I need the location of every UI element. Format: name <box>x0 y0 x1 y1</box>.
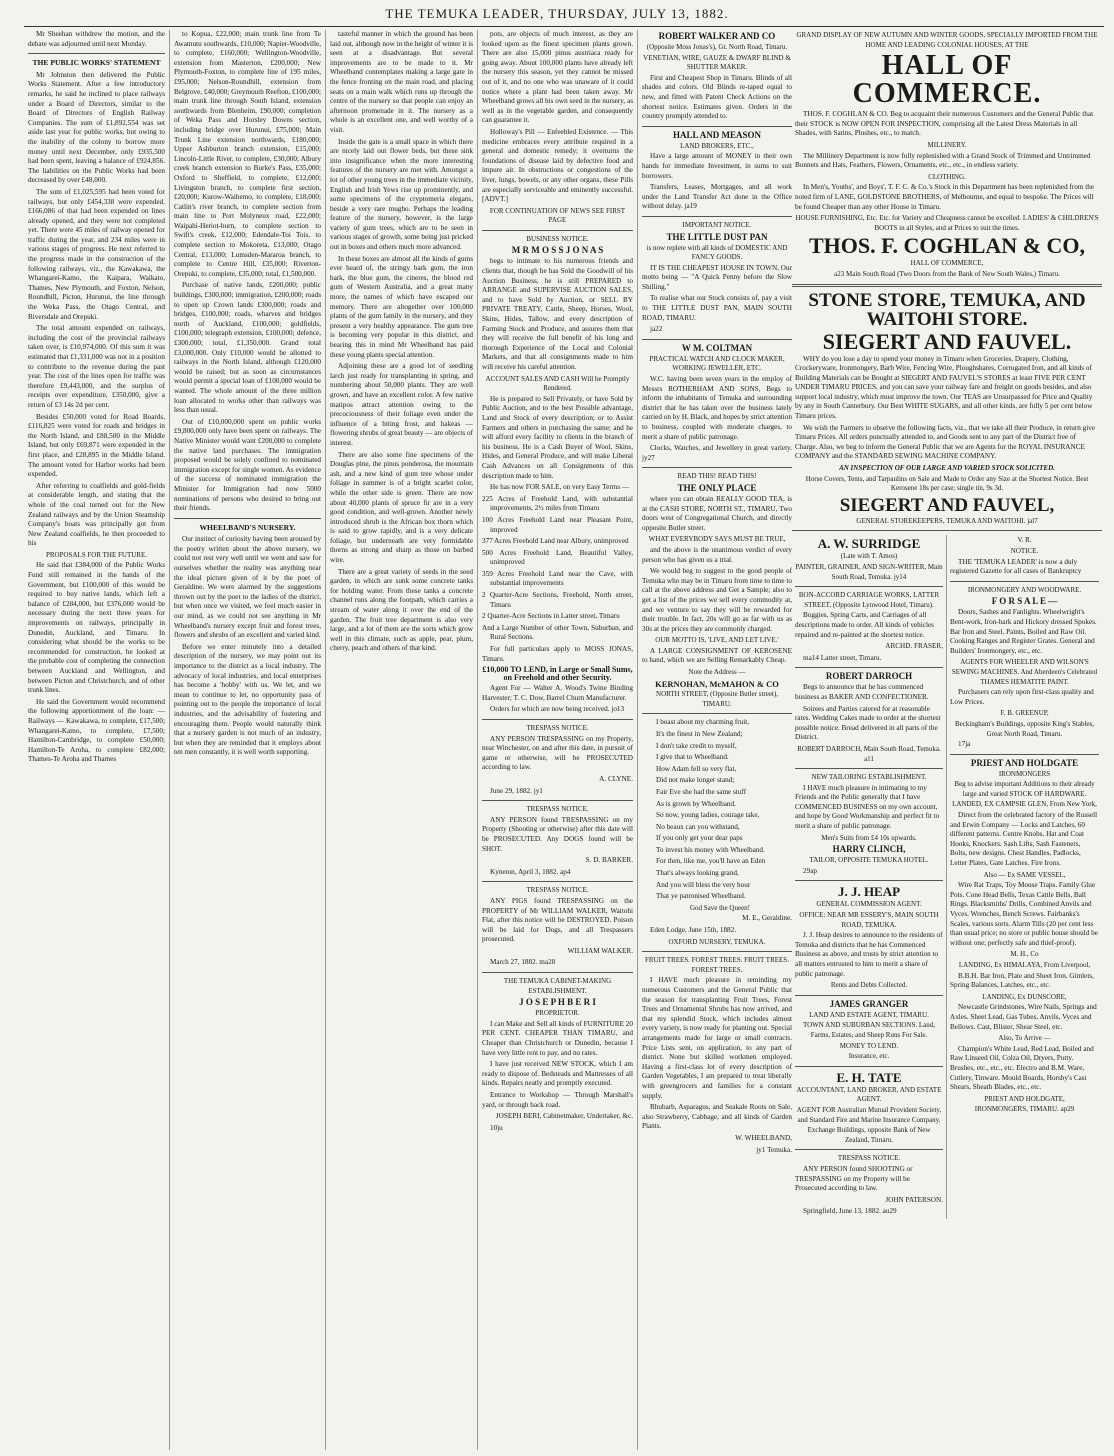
siegert-fauvel-ad <box>792 291 1102 527</box>
surridge-text: PAINTER, GRAINER, AND SIGN-WRITER, Main South Road, Temuka. jy14 <box>795 563 943 581</box>
dust-pan-text: To realise what our Stock consists of, pay a visit to THE LITTLE DUST PAN, MAIN SOUTH ROAD, TIMARU. <box>642 294 792 322</box>
granger-sub: LAND AND ESTATE AGENT, TIMARU. <box>809 1010 929 1019</box>
orders-line: Orders for which are now being received. jo13 <box>490 705 625 714</box>
signature: A. CLYNE. <box>599 774 633 783</box>
siegert-title: SIEGERT AND FAUVEL. <box>822 328 1072 354</box>
moss-jonas-title: M R M O S S J O N A S <box>511 245 604 256</box>
lend-notice: £10,000 TO LEND, in Large or Small Sums, on Freehold and other Security. <box>482 665 633 683</box>
list-item: 359 Acres Freehold Land near the Cave, with substantial improvements <box>482 569 633 588</box>
beri-subtitle: PROPRIETOR. <box>535 1009 580 1018</box>
date-line: Kyneton, April 3, 1882. ap4 <box>490 867 571 876</box>
surridge-title: A. W. SURRIDGE <box>817 536 921 552</box>
signature: W. WHEELBAND, <box>735 1133 792 1142</box>
advertisement-block <box>792 30 1102 1450</box>
important-notice: IMPORTANT NOTICE. <box>682 220 752 229</box>
divider <box>795 768 943 769</box>
divider <box>950 754 1099 755</box>
notice-heading: NOTICE. <box>1010 547 1039 555</box>
siegert-text: We wish the Farmers to observe the following facts, viz., that we take all their Produce, in return give Timaru Prices. All orders punctually attended to, and Goods sent to any part of the District free of Charge. Also, we beg to inform the General Public that we are Agents for the ROYAL INSURANCE COMPANY and the STANDARD SEWING MACHINE COMPANY. <box>795 423 1096 461</box>
divider <box>482 719 633 720</box>
what-text: We would beg to suggest to the good people of Temuka who may be in Timaru from time to time to call at the above address and Get a Sample; also to get a list of the prices we sell every commodity at, and we venture to say they will be rewarded for their trouble. In fact, 20s will go as far with us as 30s at the prices they are commonly charged. <box>642 567 792 633</box>
also-text: Wire Rat Traps, Toy Mouse Traps. Family Glue Pots. Cone Head Bells, Texas Cattle Bells, Ball Rings. Blacksmiths' Drills, Combined Anvils and Vyces. Wrenches, Bench Screws. Fairbanks's Scales, various sorts. Alarm Tills (20 per cent less than usual price; no store or public house should be without one; perfectly safe and thief-proof). <box>950 881 1098 947</box>
surridge-sub: (Late with T. Amos) <box>840 552 898 561</box>
hall-meason-text: Transfers, Leases, Mortgages, and all work under the Land Transfer Act done in the Office without delay. ja19 <box>642 183 792 211</box>
poem-line: No beaux can you withstand, <box>656 822 740 831</box>
signature: ARCHD. FRASER, <box>885 642 943 651</box>
land-list <box>482 495 633 643</box>
continuation-note: FOR CONTINUATION OF NEWS SEE FIRST PAGE <box>489 206 626 225</box>
what-everybody: WHAT EVERYBODY SAYS MUST BE TRUE, <box>648 535 786 544</box>
divider <box>482 881 633 882</box>
fruit-trees-heading: FRUIT TREES. FOREST TREES. FRUIT TREES. FOREST TREES. <box>645 956 789 974</box>
divider <box>795 880 943 881</box>
trespass-text: ANY PERSON TRESPASSING on my Property, near Winchester, on and after this date, in pursuit of game or otherwise, will be PROSECUTED according to law. <box>482 734 633 772</box>
landed-text: B.B.H. Bar Iron, Plate and Sheet Iron. Gimlets, Spring Balances, Latches, etc., etc. <box>950 971 1094 990</box>
divider <box>795 1149 943 1150</box>
tailoring-heading: NEW TAILORING ESTABLISHMENT. <box>811 773 927 782</box>
article-paragraph: After referring to coalfields and gold-fields at considerable length, and stating that the whole of the coal turned out for the New Zealand railways and by the Union Steamship Company's boats was principally got from New Zealand coalfields, he then proceeded to his <box>28 481 165 548</box>
suits-line: Men's Suits from £4 10s upwards. <box>821 833 917 842</box>
apply-line: For full particulars apply to MOSS JONAS, Timaru. <box>482 645 633 663</box>
divider <box>642 713 792 714</box>
kerosene-text: A LARGE CONSIGNMENT OF KEROSENE to hand, which we are Selling Remarkably Cheap. <box>642 646 792 665</box>
moss-jonas-text: begs to intimate to his numerous friends and clients that, though he has Sold the Goodwill of his Auction Business, he is still PREPARED to ARRANGE and SUPERVISE AUCTION SALES, and to have Sold by Auction, or SELL BY PRIVATE TREATY, Cattle, Sheep, Horses, Wool, Skins, Hides, Tallow, and every description of Farming Stock and Produce, and assures them that they will receive the full benefit of his long and thorough Experience of the Local and Colonial Markets, and that all consignments made to him will receive his careful attention. <box>482 257 633 371</box>
hall-meason-text: Have a large amount of MONEY in their own hands for immediate Investment, in sums to suit borrowers. <box>642 152 792 180</box>
walker-subtitle: (Opposite Moss Jonas's), Gt. North Road, Timaru. <box>646 43 788 51</box>
heap-sub: GENERAL COMMISSION AGENT. <box>816 900 922 909</box>
list-item: 2 Quarter-Acre Sections, Freehold, North street, Timaru <box>482 591 633 609</box>
poem-line: That's always looking grand, <box>656 869 739 878</box>
code-line: 17ja <box>958 740 971 749</box>
code-line: jy1 Temuka. <box>756 1145 792 1154</box>
siegert-title-2: SIEGERT AND FAUVEL, <box>839 494 1055 516</box>
poem-line: For then, like me, you'll have an Eden <box>656 857 766 866</box>
masthead: THE TEMUKA LEADER, THURSDAY, JULY 13, 1882. <box>385 6 729 21</box>
divider <box>482 230 633 231</box>
article-paragraph: Purchase of native lands, £200,000; public buildings, £300,000; immigration, £200,000; roads to open up Crown lands £300,000; roads and bridges, £100,000; roads, wharves and bridges north of Auckland, £100,000; goldfields, £100,000; telegraph extension, £100,000; defence, £300,000; total, £1,350,000. Grand total £3,000,000. Only £10,000 would be allotted to railways in the North Island, although £120,000 would be raised; but as soon as circumstances would permit a special loan of £100,000 would be wanted. The whole amount of the three million loan allocated to works other than railways was less than usual. <box>174 281 321 415</box>
coltman-text: Clocks, Watches, and Jewellery in great variety. jy27 <box>642 444 792 462</box>
business-notice-heading: BUSINESS NOTICE. <box>526 234 589 243</box>
divider <box>482 972 633 973</box>
column-7-left <box>792 535 947 1218</box>
trespass-heading: TRESPASS NOTICE. <box>526 805 589 814</box>
divider <box>795 1066 943 1067</box>
signature: JOHN PATERSON. <box>885 1195 943 1204</box>
greenup-address: Beckingham's Buildings, opposite King's Stables, Great North Road, Timaru. <box>954 719 1095 738</box>
beri-title: J O S E P H B E R I <box>519 997 596 1008</box>
vr-mark: V. R. <box>1017 536 1032 545</box>
poem-line: How Adam fell so very flat, <box>656 764 737 773</box>
account-sales: ACCOUNT SALES AND CASH Will be Promptly Rendered. <box>485 374 630 393</box>
tate-sub: ACCOUNTANT, LAND BROKER, AND ESTATE AGENT. <box>796 1085 942 1104</box>
poem-line: As is grown by Wheelband. <box>656 799 736 808</box>
list-item: 377 Acres Freehold Land near Albury, unimproved <box>482 537 629 546</box>
article-paragraph: There are a great variety of seeds in the seed garden, in which are sunk some concrete tanks for holding water. From these tanks a concrete channel runs along the footpath, which carries a stream of water along it over the end of the garden. The fruit tree department is also very large, and a lot of them are the sorts which grow well in this climate, such as apple, pear, plum, cherry, peach and others of that kind. <box>330 567 473 653</box>
date-line: Springfield, June 13, 1882. au29 <box>803 1207 897 1216</box>
motto: OUR MOTTO IS, 'LIVE, AND LET LIVE.' <box>655 636 779 645</box>
for-sale-heading: F O R S A L E — <box>991 596 1058 607</box>
article-paragraph: The sum of £1,025,595 had been voted for railways, but only £454,338 were expended. £166,086 of that had been expended on lines already opened, and they were not completed yet. There were 45 miles of railway opened for traffic during the year, and 234 miles were in various stages of progress. He next referred to the progress made in the construction of the following railways, viz., the Kawakawa, the Whangarei-Kamo, the Kaipara, Waikato, Thames, New Plymouth, and Foxton, Nelson, Roundhill, Picton, Hurunui, the line through the Weka Pass, the Otago Central, and Riversdale and Orepuki. <box>28 187 165 321</box>
signature: ROBERT DARROCH, Main South Road, Temuka. a11 <box>797 744 941 763</box>
code-line: 10ju <box>490 1123 503 1132</box>
bon-accord-text: Buggies, Spring Carts, and Carriages of all descriptions made to order. All kinds of vehicles repaired and re-painted at the shortest notice. <box>795 611 934 639</box>
cabinet-heading: THE TEMUKA CABINET-MAKING ESTABLISHMENT. <box>503 977 612 995</box>
for-sale-heading: He has now FOR SALE, on very Easy Terms — <box>490 483 630 492</box>
heap-office: OFFICE: NEAR MR ESSERY'S, MAIN SOUTH ROAD, TEMUKA. <box>799 911 939 929</box>
inspection-line: AN INSPECTION OF OUR LARGE AND VARIED STOCK SOLICITED. <box>839 464 1055 473</box>
money-to-lend: MONEY TO LEND. <box>839 1041 899 1050</box>
masthead-rule <box>24 26 1104 27</box>
trespass-heading: TRESPASS NOTICE. <box>837 1154 901 1163</box>
moss-jonas-text: He is prepared to Sell Privately, or have Sold by Public Auction, and to the best Possible advantage, Land and Stock of every description; or to Assist Farmers and others in purchasing the same; and he will afford every facility to clients in the branch of his business. He is a Cash Buyer of Wool, Skins, Hides, and General Produce, and will make Liberal Cash Advances on all Consignments of this description made to him. <box>482 394 633 480</box>
only-place-title: THE ONLY PLACE <box>677 482 757 493</box>
divider <box>174 518 321 519</box>
clothing-heading: CLOTHING. <box>928 172 966 181</box>
kernohan-sub: NORTH STREET, (Opposite Butler street), TIMARU. <box>656 690 778 708</box>
oxford-nursery: OXFORD NURSERY, TEMUKA. <box>668 937 766 946</box>
grand-display: GRAND DISPLAY OF NEW AUTUMN AND WINTER GOODS, SPECIALLY IMPORTED FROM THE HOME AND LEADING COLONIAL HOUSES, AT THE <box>796 31 1098 49</box>
advertisement-holloway: Holloway's Pill — Enfeebled Existence. — This medicine embraces every attribute required in a general and domestic remedy; it overturns the foundations of disease laid by defective food and impure air. In obstructions or congestions of the liver, lungs, bowels, or any other organs, these Pills are especially serviceable and eminently successful. [ADVT.] <box>482 127 633 204</box>
siegert-sub: GENERAL STOREKEEPERS, TEMUKA AND WAITOHI. jal7 <box>856 516 1038 525</box>
article-paragraph: Our instinct of curiosity having been aroused by the poetry written about the above nursery, we could not rest very well until we went and saw for ourselves whether the reality was anything near the ideal picture given of it by the poet of Geraldine. We were alarmed by the suggestions thrown out by the poet to the ladies of the district, but when once we visited, we feel much easier in our mind, as we could not see anything in Mr Wheelband's nursery except fruit and forest trees, flowers and shrubs of an excellent and varied kind. <box>174 535 321 640</box>
article-paragraph: tasteful manner in which the ground has been laid out, although now in the height of winter it is seen at a disadvantage. But several improvements are to be made to it. Mr Wheelband contemplates making a large gate in the fence fronting on the main road, and placing seats on a main walk which runs up through the centre of the nursery so that people can enjoy an afternoon promenade in it. The nursery as a whole is an excellent one, and well worthy of a visit. <box>330 30 473 134</box>
mh-co: M. H., Co <box>1010 950 1039 959</box>
clinch-title: HARRY CLINCH, <box>832 844 906 855</box>
darroch-text: Soirees and Parties catered for at reasonable rates. Wedding Cakes made to order at the shortest possible notice. Bread delivered in all parts of the District. <box>795 704 941 742</box>
poem-date: Eden Lodge, June 15th, 1882. <box>650 926 737 935</box>
priest-address: IRONMONGERS, TIMARU. ap29 <box>974 1105 1075 1114</box>
article-paragraph: pots, are objects of much interest, as they are looked upon as the finest specimen plants grown. There are also 15,000 pinus austriaca ready for going away. About 100,000 plants have already left the nursery this season, yet they cannot be missed out of it, and no one who was unaware of it could notice where a plant had been taken away. Mr Wheelband grows all his own seed in the nursery, as well as in the vegetable garden, and consequently can guarantee it. <box>482 30 633 125</box>
trespass-text: ANY PERSON found TRESPASSING on my Property (Shooting or otherwise) after this date will be PROSECUTED. Any DOGS found will be SHOT. <box>482 815 633 853</box>
also-heading: Also — Ex SAME VESSEL, <box>983 870 1066 879</box>
poem-line: I give that to Wheelband. <box>656 753 729 762</box>
trespass-heading: TRESPASS NOTICE. <box>526 886 589 895</box>
poem-line: So now, young ladies, courage take, <box>656 811 760 820</box>
coghlan-sub: HALL OF COMMERCE, <box>910 259 984 268</box>
hall-meason-sub: LAND BROKERS, ETC., <box>680 141 754 150</box>
code-line: ja22 <box>650 325 663 334</box>
fruit-text: Rhubarb, Asparagus, and Seakale Roots on Sale, also Strawberry, Cabbage, and all kinds of Garden Plants. <box>642 1103 792 1131</box>
article-paragraph: The total amount expended on railways, including the cost of the provincial railways taken over, is £10,974,000. Of this sum it was estimated that £1,331,000 was not in a position to contribute to the revenue during the past year. The cost of the lines open for traffic was therefore £9,443,000, and the surplus of receipts over expenditure, £350,000, give a return of £3 14s 2d per cent. <box>28 324 165 409</box>
priest-text: Beg to advise important Additions to their already large and varied STOCK OF HARDWARE. <box>954 780 1095 798</box>
heap-text: J. J. Heap desires to announce to the residents of Temuka and districts that he has Commenced Business as above, and trusts by strict attention to all matters entrusted to him to merit a share of public patronage. <box>795 931 943 978</box>
granger-text: TOWN AND SUBURBAN SECTIONS. Land, Farms, Estates, and Sheep Runs For Sale. <box>802 1021 936 1039</box>
intro-paragraph: Mr Sheehan withdrew the motion, and the debate was adjourned until next Monday. <box>28 30 165 48</box>
poem-line: M. E., Geraldine. <box>742 914 792 923</box>
poem-line: And you will bless the very hour <box>656 880 751 889</box>
column-2 <box>170 30 326 1450</box>
date-line: March 27, 1882. ma28 <box>490 958 556 967</box>
tailoring-text: I HAVE much pleasure in intimating to my Friends and the Public generally that I have COMMENCED BUSINESS on my own account, and hope by Good Workmanship and perfect fit to merit a share of public patronage. <box>795 783 940 831</box>
article-paragraph: In these boxes are almost all the kinds of gums ever heard of, the stringy bark gum, the iron bark, the blue gum, the cineres, the blood red gum of Western Australia, and a great many more, the names of which have escaped our memory. There are altogether over 100,000 plants of the gum family in the nursery, and they present a very healthy appearance. The gum tree is becoming very popular in this district, and bearing this in mind Mr Wheelband has paid these young plants special attention. <box>330 254 473 359</box>
insurance-line: Insurance, etc. <box>848 1052 890 1061</box>
greenup-name: F. B. GREENUP, <box>1000 709 1049 718</box>
article-paragraph: to Kopua, £22,000; main trunk line from Te Awamutu southwards, £10,000; Napier-Woodville, to complete, £160,000; Wellington-Woodville, extension from Masterton, £200,000; New Plymouth-Foxton, to complete line of 195 miles, £95,000; Nelson-Roundhill, extension from Belgrove, £40,000; Greymouth Reefton, £100,000; main trunk line through South Island, extension southwards from Blenheim, £90,000; completion of Weka Pass and Horsley Downs section, including bridge over Hurunui, £75,000; Main Trunk Line extension northwards, £180,000; Upper Ashburton branch extension, £15,000; Lincoln-Little River, to complete, £30,000; Albury creek branch extension to Burke's Pass, £35,000; Oxford to Sheffield, to complete, £12,000; Livingston branch, to complete first section, £20,000; Kurow-Waihemo, to complete, £18,000; Catlin's river branch, to complete section from main line to Port Molyneux road, £22,000; Waipahi-Heriot-burn, to complete section to Swift's creek, £12,000; Edendale-Toi Tois, to complete section to Mokoreta, £13,000; Otago Central, £13,000; Lumsden-Mararoa branch, to complete to Centre Hill, £35,000; Riverton-Orepuki, to complete, £35,000; total, £1,500,000. <box>174 30 321 278</box>
divider <box>792 284 1102 287</box>
coghlan-text: THOS. F. COGHLAN & CO. Beg to acquaint their numerous Customers and the General Public that their STOCK is NOW OPEN FOR INSPECTION, comprising all the Latest Dress Materials in all Shades, with Satins, Plushes, etc., to match. <box>795 110 1094 138</box>
list-item: 500 Acres Freehold Land, Beautiful Valley, unimproved <box>482 548 633 567</box>
hall-meason-title: HALL AND MEASON <box>672 129 761 140</box>
list-item: And a Large Number of other Town, Suburban, and Rural Sections. <box>482 623 633 642</box>
column-3 <box>326 30 478 1450</box>
divider <box>795 586 943 587</box>
purchase-text: Purchasers can rely upon first-class quality and Low Prices. <box>950 688 1094 706</box>
landed-text: Direct from the celebrated factory of the Russell and Erwin Company — Locks and Latches, 60 different patterns. Centre Knobs, Hat and Coat Hooks, Knockers. Sash Lifts, Sash Fasteners, Bolts, new designs. Chest Handles, Padlocks, Letter Plates, Gate Latches. Fire Irons. <box>950 811 1098 868</box>
kernohan-title: KERNOHAN, McMAHON & CO <box>655 678 779 689</box>
granger-title: JAMES GRANGER <box>829 998 909 1009</box>
dust-pan-title: THE LITTLE DUST PAN <box>666 231 768 242</box>
dust-pan-text: IT IS THE CHEAPEST HOUSE IN TOWN, Our motto being — "A Quick Penny before the Slow Shilling." <box>642 263 792 291</box>
notice-text: THE 'TEMUKA LEADER' is now a duly registered Gazette for all cases of Bankruptcy <box>950 557 1082 576</box>
bon-accord-title: BON-ACCORD CARRIAGE WORKS, LATTER STREET, (Opposite Lynwood Hotel, Timaru). <box>798 591 940 609</box>
poem-line: I boast about my charming fruit, <box>656 718 750 727</box>
poem-line: If you only get your dear paps <box>656 834 743 843</box>
address-note: Note the Address — <box>688 668 746 677</box>
poem-line: To invest his money with Wheelband. <box>656 845 765 854</box>
hall-of-commerce-title: HALL OF COMMERCE. <box>852 50 1042 110</box>
walker-line: VENETIAN, WIRE, GAUZE & DWARF BLIND & SHUTTER MAKER. <box>643 53 791 72</box>
column-5 <box>638 30 796 1450</box>
address-line: ma14 Latter street, Timaru. <box>803 653 882 662</box>
trespass-text: ANY PIGS found TRESPASSING on the PROPERTY of Mr WILLIAM WALKER, Waitohi Flat, after this notice will be DESTROYED. Poison will be laid for Dogs, and all Trespassers prosecuted. <box>482 896 633 944</box>
signature: JOSEPH BERI, Cabinetmaker, Undertaker, &c. <box>495 1112 633 1121</box>
only-place-text: where you can obtain REALLY GOOD TEA, is at the CASH STORE, NORTH ST., TIMARU, Two doors west of Congregational Church, and directly opposite Butler street. <box>642 494 792 532</box>
sale-text: Doors, Sashes and Fanlights. Wheelwright's Bent-work, Iron-bark and Hickory dressed Spokes. Bar Iron and Steel. Paints, Boiled and Raw Oil. Cooking Ranges and Register Grates. General and Builders' Ironmongery, etc., etc. <box>950 608 1097 655</box>
article-paragraph: Inside the gate is a small space in which there are nicely laid out flower beds, but these sink into insignificance when the more interesting features of the nursery are met with. Amongst a lot of other young trees in the immediate vicinity, English and Irish Yews rise up prominently, and some specimens of the cryptomeria elegans, beside a very rare mugho. Perhaps the leading feature of the nursery, however, is the large variety of gum trees, which are to be seen in various stages of growth, some being just pricked out in boxes and others much more advanced. <box>330 137 473 252</box>
coghlan-big: THOS. F. COGHLAN & CO, <box>808 233 1086 259</box>
poem <box>642 718 792 924</box>
ironmongery-heading: IRONMONGERY AND WOODWARE. <box>967 585 1082 594</box>
horse-covers: Horse Covers, Tents, and Tarpaulins on Sale and Made to Order any Size at the Shortest Notice. Best Kerosene 18s per case; single tin, 9s 3d. <box>805 474 1089 493</box>
coltman-sub: PRACTICAL WATCH AND CLOCK MAKER, WORKING JEWELLER, ETC. <box>649 354 785 373</box>
poem-line: I don't take credit to myself, <box>656 741 737 750</box>
siegert-text: WHY do you lose a day to spend your money in Timaru when Groceries, Drapery, Clothing, Crockeryware, Ironmongery, Barb Wire, Fencing Wire, Ploughshares, Corrugated Iron, and all kinds of Building Materials can be Bought at SIEGERT AND FAUVEL'S STORES at least FIVE PER CENT UNDER TIMARU PRICES, and you can save your railway fare and freight on goods besides, and also support local industry, which must improve the town. Our TEAS are Unsurpassed for Price and Quality by any in South Canterbury. Our Best WHITE SUGARS, and all other kinds, are fully 5 per cent below Timaru prices. <box>795 354 1093 421</box>
poem-line: Did not make longer stand; <box>656 776 735 785</box>
priest-signature: PRIEST AND HOLDGATE, <box>984 1094 1065 1103</box>
column-4 <box>478 30 638 1450</box>
divider <box>642 126 792 127</box>
landed-heading: LANDED, EX CAMPSIE GLEN, From New York, <box>952 800 1097 809</box>
columns <box>24 30 796 1450</box>
landed-heading: LANDING, Ex DUNSCORE, <box>982 992 1067 1001</box>
headline-nursery: WHEELBAND'S NURSERY. <box>199 522 296 532</box>
list-item: 100 Acres Freehold Land near Pleasant Point, improved <box>482 515 633 534</box>
read-this: READ THIS! READ THIS! <box>677 472 757 481</box>
priest-title: PRIEST AND HOLDGATE <box>970 757 1079 768</box>
fruit-text: I HAVE much pleasure in reminding my numerous Customers and the General Public that the season for transplanting Fruit Trees, Forest Trees and Ornamental Shrubs has now arrived, and that my splendid Stock, which includes almost every variety, is now ready for planting out. Special arrangements made for large or small contracts. Price Lists sent, on application, to any part of district. None but skilled workmen employed. Having a first-class lot of every description of Garden Vegetables, I am prepared to treat liberally with greengrocers and families for a constant supply. <box>642 976 792 1100</box>
column-1 <box>24 30 170 1450</box>
beri-text: I can Make and Sell all kinds of FURNITURE 20 PER CENT. CHEAPER THAN TIMARU, and Cheaper than Christchurch or Dunedin, because I have very little rent to pay, and no rates. <box>482 1019 633 1057</box>
lower-ad-columns <box>792 535 1102 1218</box>
article-paragraph: Before we enter minutely into a detailed description of the nursery, we may point out its importance to the district as a local industry. The advocacy of local industries, and local enterprises has become a 'hobby' with us. We let, and we mean to continue to let, no opportunity pass of pointing out to the people the importance of local industries, and the advisability of fostering and encouraging them. People would naturally think that a nursery garden is not much of an industry, but when they are reminded that it employs about ten men constantly, it is well worth supporting. <box>174 642 321 757</box>
divider <box>642 951 792 952</box>
tate-text: Exchange Buildings, opposite Bank of New Zealand, Timaru. <box>807 1126 931 1144</box>
beri-text: I have just received NEW STOCK, which I am ready to dispose of. Bedsteads and Mattresses of all kinds. Repairs neatly and promptly executed. <box>482 1060 633 1088</box>
code-line: 29ap <box>803 866 817 875</box>
beri-text: Entrance to Workshop — Through Marshall's yard, or through back road. <box>482 1091 633 1109</box>
millinery-text: The Millinery Department is now fully replenished with a Grand Stock of Trimmed and Untrimmed Bonnets and Hats, Feathers, Flowers, Ornaments, etc., etc., in endless variety. <box>795 151 1091 170</box>
divider <box>950 581 1099 582</box>
article-paragraph: Out of £10,000,000 spent on public works £9,800,000 only have been spent on railways. The Native Minister would want £200,000 to complete the native land purchases. The immigration proposed would be solely confined to nominated immigration except for single women. As evidence of the success of nominated immigration the Minister for Immigration had now 5000 nominations of persons who desired to bring out their friends. <box>174 417 321 513</box>
darroch-title: ROBERT DARROCH <box>825 671 913 682</box>
signature: WILLIAM WALKER. <box>567 946 633 955</box>
divider <box>792 530 1102 531</box>
divider <box>28 53 165 54</box>
coltman-text: W.C. having been seven years in the employ of Messrs ROTHERHAM AND SONS, Begs to inform the inhabitants of Temuka and surrounding district that he has taken over the business lately carried on by H. Black, and hopes by strict attention to business, coupled with moderate charges, to merit a share of public patronage. <box>642 375 792 441</box>
priest-sub: IRONMONGERS <box>998 769 1051 778</box>
darroch-text: Begs to announce that he has commenced business as BAKER AND CONFECTIONER. <box>795 683 929 701</box>
article-paragraph: Mr Johnston then delivered the Public Works Statement. After a few introductory remarks, he said he inclined to place railways under a Board of Directors, similar to the Board of Directors of English Railway Companies. The sum of £1,892,554 was set aside last year for public works, but owing to the inability of the colony to borrow more money until next December, only £935,500 had been spent, leaving a balance of £924,856. The liabilities on the Public Works had been decreased by over £48,000. <box>28 70 165 185</box>
column-7-right <box>947 535 1102 1218</box>
arrive-heading: Also, To Arrive — <box>998 1034 1051 1043</box>
hall-of-commerce-ad <box>792 31 1102 280</box>
heap-title: J. J. HEAP <box>837 884 901 900</box>
divider <box>795 667 943 668</box>
dust-pan-text: is now replete with all kinds of DOMESTIC AND FANCY GOODS. <box>646 243 788 262</box>
what-text: and the above is the unanimous verdict of every person who has given us a trial. <box>642 545 792 564</box>
poem-line: That ye patronised Wheelband. <box>656 892 746 901</box>
landed-text: Newcastle Grindstones, Wire Nails, Springs and Axles. Sheet Lead, Gas Tubes, Anvils, Vyces and Bellows. Cast, Blister, Shear Steel, etc. <box>950 1003 1097 1031</box>
list-item: 2 Quarter-Acre Sections in Latter street, Timaru <box>482 612 620 621</box>
coghlan-address: a23 Main South Road (Two Doors from the Bank of New South Wales,) Timaru. <box>834 269 1060 278</box>
headline-public-works: THE PUBLIC WORKS' STATEMENT <box>32 58 161 68</box>
divider <box>642 467 792 468</box>
walker-title: ROBERT WALKER AND CO <box>658 31 776 41</box>
millinery-heading: MILLINERY. <box>927 140 967 149</box>
divider <box>482 800 633 801</box>
heap-rents: Rents and Debts Collected. <box>830 981 908 990</box>
article-paragraph: Besides £50,000 voted for Road Boards, £116,825 were voted for roads and bridges in the North Island, and £88,500 in the Middle Island, but only £69,871 were expended in the first place, and £28,895 in the Middle Island. The amount voted for Harbor works had been expended. <box>28 412 165 479</box>
article-paragraph: Adjoining these are a good lot of seedling larch just ready for transplanting in spring, and numbering about 50,000 plants. They are well grown, and have an excellent color. A few native matipos attract attention owing to the precociousness of their foliage even under the influence of a biting frost, and hakeas — flowering shrubs of great beauty — are objects of interest. <box>330 362 473 447</box>
signature: S. D. BARKER. <box>585 856 633 865</box>
article-paragraph: There are also some fine specimens of the Douglas pine, the pinus ponderosa, the mountain ash, and a new kind of gum tree whose under foliage in summer is of a bright scarlet color, while the other side is green. There are now about 40,000 plants of spruce fir are in a very good condition, and well-grown. Another newly introduced shrub is the African box thorn which is said to grow rapidly, and is a very delicate foliage, but underneath are very formidable thorns as strong and sharp as those on barbed wire. <box>330 450 473 565</box>
tate-title: E. H. TATE <box>836 1069 902 1085</box>
poem-line: God Save the Queen! <box>689 903 751 912</box>
clothing-text: In Men's, Youths', and Boys', T. F. C. & Co.'s Stock in this Department has been replenished from the noted firm of LANE, GOLDSTONE BROTHERS, of Melbourne, and equal to bespoke. The Prices will be found Cheaper than any other House in Timaru. <box>795 183 1095 211</box>
poem-line: Fair Eve she had the same stuff <box>656 787 747 796</box>
walker-text: First and Cheapest Shop in Timaru. Blinds of all shades and colors. Old Blinds re-taped equal to new, and fitted with Patent Check Actions on the shortest notice. Estimates given. Orders in the country promptly attended to. <box>642 73 792 121</box>
divider <box>642 339 792 340</box>
divider <box>795 995 943 996</box>
article-paragraph: He said that £384,000 of the Public Works Fund still remained in the hands of the Government, but £100,000 of this would be required to buy native lands, which left a balance of £284,000, but £376,000 would be necessary during the next three years for improvements on railways, principally in Dunedin, Auckland, and Timaru. In considering what should be the works to be recommended for construction, he looked at the probable cost of completing the connection between Auckland and Wellington, and between Picton and Christchurch, and of other trunk lines. <box>28 561 165 695</box>
trespass-heading: TRESPASS NOTICE. <box>526 724 589 732</box>
list-item: 225 Acres of Freehold Land, with substantial improvements, 2½ miles from Timaru <box>482 494 633 513</box>
furnishing-text: HOUSE FURNISHING, Etc. Etc. for Variety and Cheapness cannot be excelled. LADIES' & CHILDREN'S BOOTS in all Styles, and at Prices to suit the times. <box>795 214 1099 232</box>
agents-text: AGENTS FOR WHEELER AND WILSON'S SEWING MACHINES. And Aberdeen's Celebrated THAMES HEMATITE PAINT. <box>951 658 1098 686</box>
agent-line: Agent For — Walter A. Wood's Twine Binding Harvester; T. C. Dow, Barrel Churn Manufacturer. <box>482 684 633 702</box>
coltman-title: W M. COLTMAN <box>681 342 753 353</box>
date-line: June 29, 1882. jy1 <box>490 786 543 795</box>
divider <box>642 216 792 217</box>
clinch-sub: TAILOR, OPPOSITE TEMUKA HOTEL. <box>809 856 929 865</box>
trespass-text: ANY PERSON found SHOOTING or TRESPASSING on my Property will be Prosecuted according to law. <box>795 1164 913 1193</box>
tate-text: AGENT FOR Australian Mutual Provident Society, and Standard Fire and Marine Insurance Company. <box>796 1105 942 1124</box>
arrive-text: Champion's White Lead, Red Lead, Boiled and Raw Linseed Oil, Colza Oil, Dryers, Putty. Brushes, etc., etc., etc. Electro and B.M. Ware, Cutlery, Tinware. Mould Boards, Horsby's Cast Shears, Sheath Blades, etc., etc. <box>950 1044 1094 1092</box>
subheading: PROPOSALS FOR THE FUTURE. <box>45 550 147 559</box>
landed-heading: LANDING, Ex HIMALAYA, From Liverpool, <box>958 960 1091 969</box>
article-paragraph: He said the Government would recommend the following apportionment of the loan: — Railways — Kawakawa, to complete, £17,500; Whangarei-Kamo, to complete, £7,500; Hamilton-Cambridge, to complete £50,000; Hamilton-Te Aroha, to complete £82,000; Thames-Te Aroha and Thames <box>28 697 165 764</box>
poem-line: It's the finest in New Zealand; <box>656 729 743 738</box>
stone-store-title: STONE STORE, TEMUKA, AND WAITOHI STORE. <box>808 289 1086 330</box>
